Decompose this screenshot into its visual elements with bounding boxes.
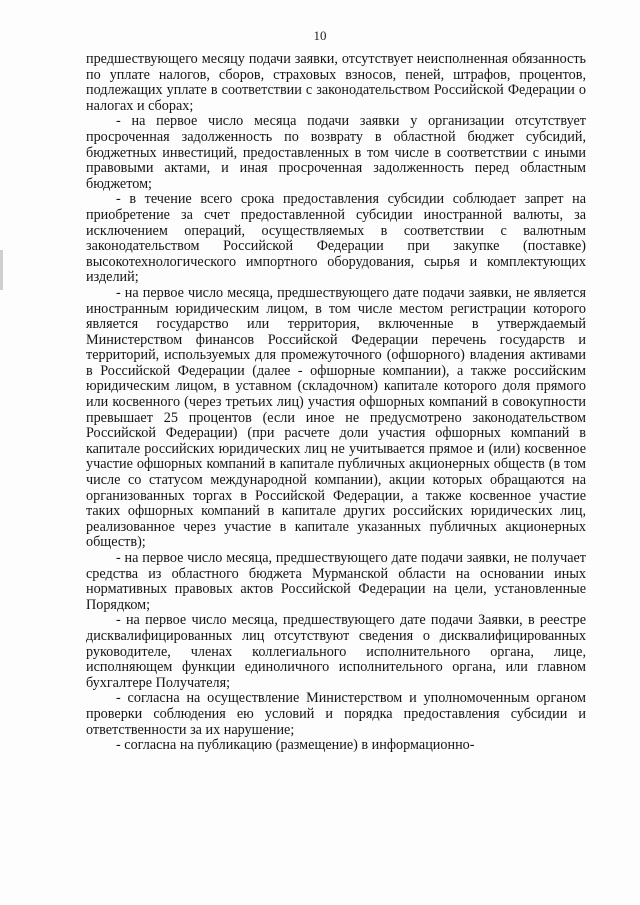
paragraph-tax-obligations: предшествующего месяцу подачи заявки, отсутствует неисполненная обязанность по уплате налогов, сборов, страховых взносов, пеней, штрафов, процентов, подлежащих уплате в соответствии с законодательством Российской Федерации о налогах и сборах; [86, 51, 586, 114]
document-body [86, 52, 586, 754]
page-number: 10 [313, 28, 327, 43]
paragraph-no-other-funds: - на первое число месяца, предшествующего дате подачи заявки, не получает средства из областного бюджета Мурманской области на основании иных нормативных правовых актов Российской Федерации на цели, установленные Порядком; [86, 550, 586, 613]
paragraph-consent-inspection: - согласна на осуществление Министерством и уполномоченным органом проверки соблюдения ею условий и порядка предоставления субсидии и ответственности за их нарушение; [86, 690, 586, 738]
paragraph-currency-ban: - в течение всего срока предоставления субсидии соблюдает запрет на приобретение за счет предоставленной субсидии иностранной валюты, за исключением операций, осуществляемых в соответствии с валютным законодательством Российской Федерации при закупке (поставке) высокотехнологического импортного оборудования, сырья и комплектующих изделий; [86, 191, 586, 286]
paragraph-no-overdue-debt: - на первое число месяца подачи заявки у организации отсутствует просроченная задолженность по возврату в областной бюджет субсидий, бюджетных инвестиций, предоставленных в том числе в соответствии с иными правовыми актами, и иная просроченная задолженность перед областным бюджетом; [86, 113, 586, 192]
paragraph-disqualified-registry: - на первое число месяца, предшествующего дате подачи Заявки, в реестре дисквалифицированных лиц отсутствуют сведения о дисквалифицированных руководителе, членах коллегиального исполнительного органа, лице, исполняющем функции единоличного исполнительного органа, или главном бухгалтере Получателя; [86, 612, 586, 691]
scan-edge-mark [0, 250, 3, 290]
paragraph-not-foreign-entity: - на первое число месяца, предшествующего дате подачи заявки, не является иностранным юридическим лицом, в том числе местом регистрации которого является государство или территория, включенные в утверждаемый Министерством финансов Российской Федерации перечень государств и территорий, используемых для промежуточного (офшорного) владения активами в Российской Федерации (далее - офшорные компании), а также российским юридическим лицом, в уставном (складочном) капитале которого доля прямого или косвенного (через третьих лиц) участия офшорных компаний в совокупности превышает 25 процентов (если иное не предусмотрено законодательством Российской Федерации) (при расчете доли участия офшорных компаний в капитале российских юридических лиц не учитывается прямое и (или) косвенное участие офшорных компаний в капитале публичных акционерных обществ (в том числе со статусом международной компании), акции которых обращаются на организованных торгах в Российской Федерации, а также косвенное участие таких офшорных компаний в капитале других российских юридических лиц, реализованное через участие в капитале указанных публичных акционерных обществ); [86, 284, 586, 551]
paragraph-consent-publication: - согласна на публикацию (размещение) в информационно- [116, 737, 475, 754]
